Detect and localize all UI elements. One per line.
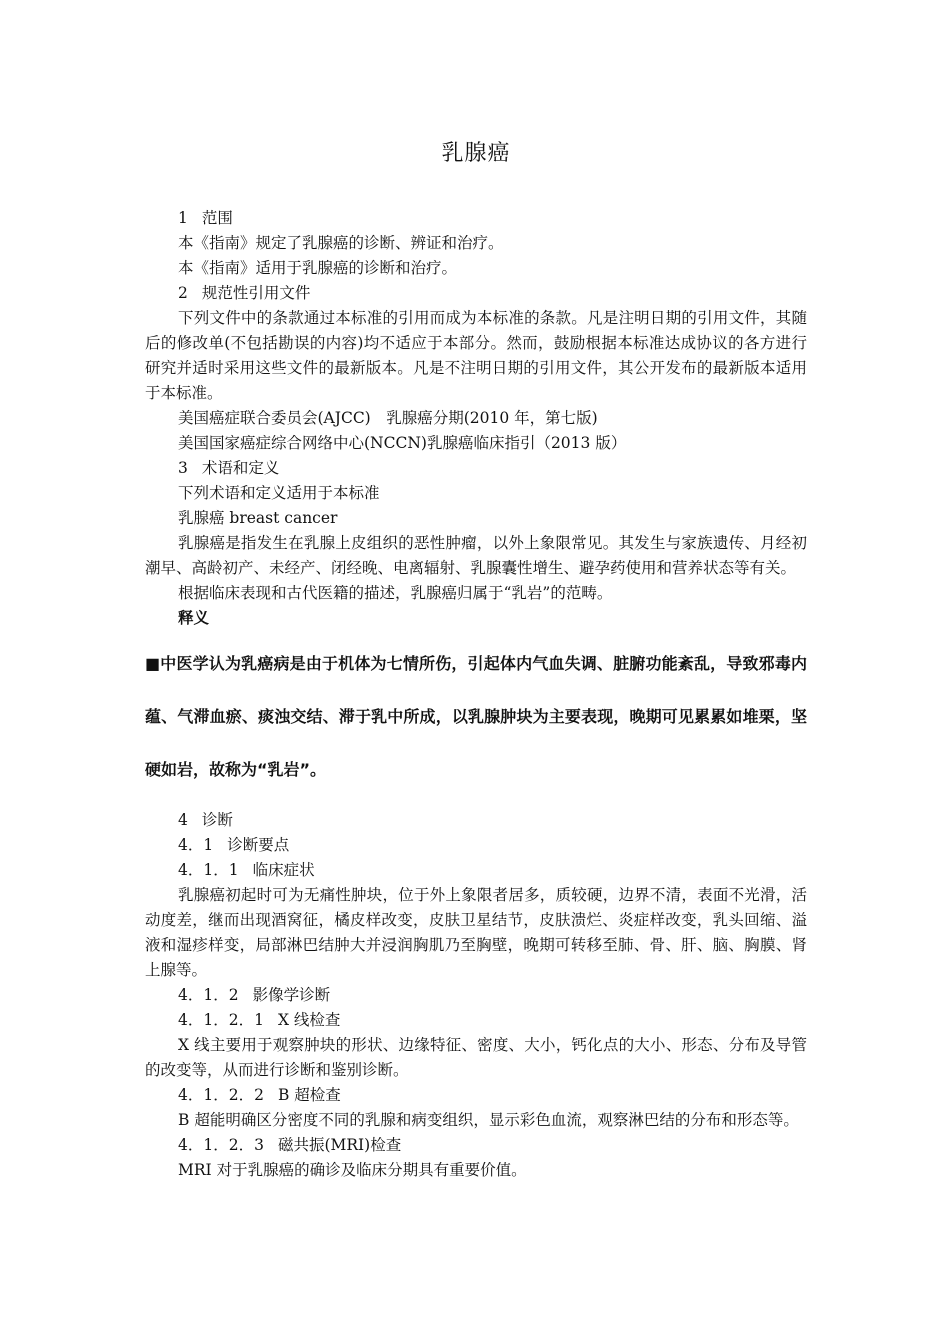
section-title: 影像学诊断: [252, 986, 331, 1004]
section-4-heading: [145, 808, 807, 833]
section-title: 磁共振(MRI)检查: [277, 1136, 402, 1154]
commentary-label: 释义: [178, 609, 210, 627]
subsection-heading: [145, 983, 807, 1008]
section-title: 范围: [201, 209, 233, 227]
subsection-heading: [145, 833, 807, 858]
section-title: X 线检查: [277, 1011, 341, 1029]
paragraph: B 超能明确区分密度不同的乳腺和病变组织，显示彩色血流，观察淋巴结的分布和形态等。: [178, 1111, 799, 1129]
section-number: 4．1．2．1: [178, 1011, 264, 1029]
section-title: 诊断要点: [227, 836, 290, 854]
paragraph: 下列术语和定义适用于本标准: [178, 484, 380, 502]
section-title: 规范性引用文件: [201, 284, 311, 302]
section-3-heading: [145, 456, 807, 481]
section-number: 2: [178, 284, 188, 302]
section-1-heading: [145, 206, 807, 231]
reference-item: 美国癌症联合委员会(AJCC) 乳腺癌分期(2010 年，第七版): [178, 409, 598, 427]
paragraph: MRI 对于乳腺癌的确诊及临床分期具有重要价值。: [178, 1161, 527, 1179]
document-body-upper: [145, 206, 807, 796]
subsection-heading: [145, 1008, 807, 1033]
section-title: 临床症状: [252, 861, 315, 879]
section-number: 4．1: [178, 836, 214, 854]
section-number: 4．1．1: [178, 861, 239, 879]
paragraph: 乳腺癌初起时可为无痛性肿块，位于外上象限者居多，质较硬，边界不清，表面不光滑，活动度差，继而出现酒窝征，橘皮样改变，皮肤卫星结节，皮肤溃烂、炎症样改变，乳头回缩、溢液和湿疹样变，局部淋巴结肿大并浸润胸肌乃至胸壁，晚期可转移至肺、骨、肝、脑、胸膜、肾上腺等。: [145, 886, 807, 979]
paragraph: 乳腺癌是指发生在乳腺上皮组织的恶性肿瘤，以外上象限常见。其发生与家族遗传、月经初潮早、高龄初产、未经产、闭经晚、电离辐射、乳腺囊性增生、避孕药使用和营养状态等有关。: [145, 534, 807, 577]
section-number: 4．1．2: [178, 986, 239, 1004]
paragraph: 根据临床表现和古代医籍的描述，乳腺癌归属于“乳岩”的范畴。: [178, 584, 613, 602]
section-number: 3: [178, 459, 188, 477]
paragraph: 本《指南》规定了乳腺癌的诊断、辨证和治疗。: [178, 234, 504, 252]
section-2-heading: [145, 281, 807, 306]
subsection-heading: [145, 858, 807, 883]
paragraph: 下列文件中的条款通过本标准的引用而成为本标准的条款。凡是注明日期的引用文件，其随后的修改单(不包括勘误的内容)均不适应于本部分。然而，鼓励根据本标准达成协议的各方进行研究并适时采用这些文件的最新版本。凡是不注明日期的引用文件，其公开发布的最新版本适用于本标准。: [145, 309, 807, 402]
commentary-text: ■中医学认为乳癌病是由于机体为七情所伤，引起体内气血失调、脏腑功能紊乱，导致邪毒内蕴、气滞血瘀、痰浊交结、滞于乳中所成，以乳腺肿块为主要表现，晚期可见累累如堆栗，坚硬如岩，故称为“乳岩”。: [145, 654, 807, 779]
section-number: 4: [178, 811, 188, 829]
term-entry: 乳腺癌 breast cancer: [178, 509, 338, 527]
section-title: 术语和定义: [201, 459, 280, 477]
section-number: 4．1．2．2: [178, 1086, 264, 1104]
paragraph: X 线主要用于观察肿块的形状、边缘特征、密度、大小，钙化点的大小、形态、分布及导管的改变等，从而进行诊断和鉴别诊断。: [145, 1036, 807, 1079]
section-title: 诊断: [201, 811, 233, 829]
paragraph: 本《指南》适用于乳腺癌的诊断和治疗。: [178, 259, 458, 277]
reference-item: 美国国家癌症综合网络中心(NCCN)乳腺癌临床指引（2013 版）: [178, 434, 627, 452]
section-title: B 超检查: [277, 1086, 341, 1104]
subsection-heading: [145, 1133, 807, 1158]
section-number: 4．1．2．3: [178, 1136, 264, 1154]
document-body-lower: [145, 808, 807, 1183]
subsection-heading: [145, 1083, 807, 1108]
section-number: 1: [178, 209, 188, 227]
page-title: 乳腺癌: [441, 141, 511, 166]
